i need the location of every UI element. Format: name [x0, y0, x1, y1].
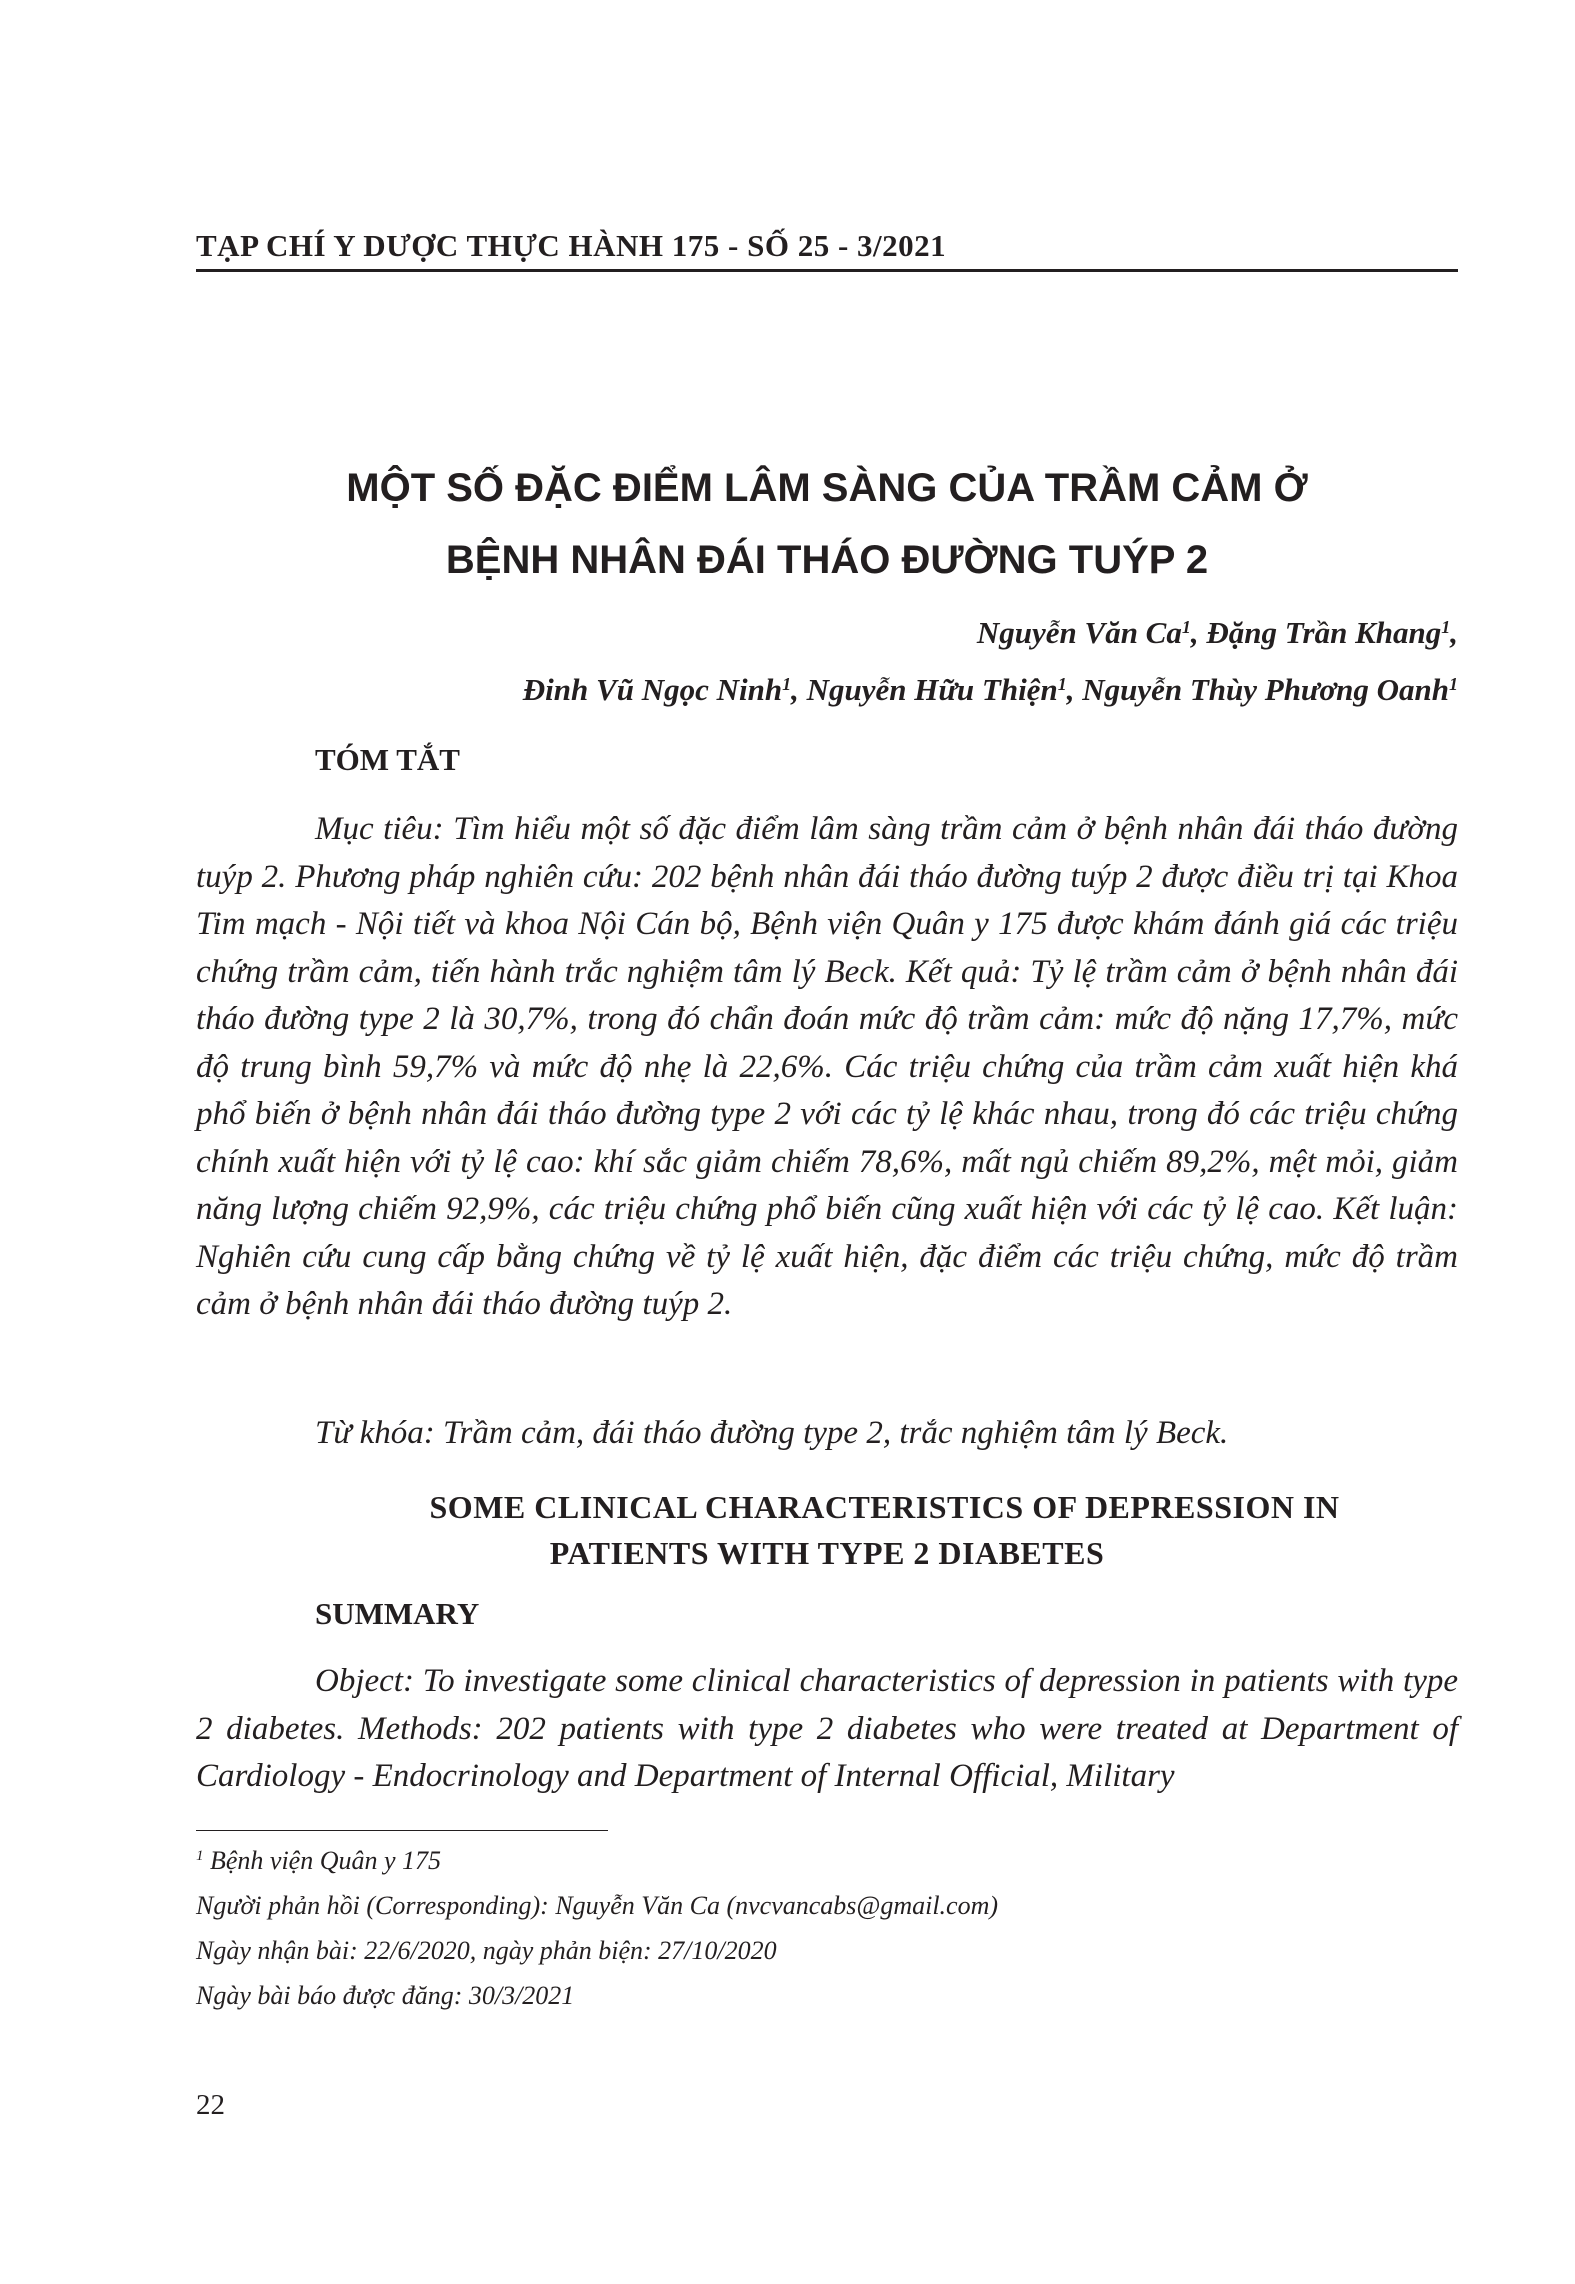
- affiliation-mark: 1: [1181, 617, 1191, 637]
- keywords-vi: Từ khóa: Trầm cảm, đái tháo đường type 2, trắc nghiệm tâm lý Beck.: [315, 1415, 1229, 1451]
- affiliation-mark: 1: [196, 1848, 204, 1864]
- footnote-corresponding: Người phản hồi (Corresponding): Nguyễn Văn Ca (nvcvancabs@gmail.com): [196, 1891, 999, 1920]
- footnotes: [196, 1838, 1458, 2018]
- article-title-line-2: BỆNH NHÂN ĐÁI THÁO ĐƯỜNG TUÝP 2: [445, 538, 1209, 582]
- abstract-en-body: Object: To investigate some clinical characteristics of depression in patients with type 2 diabetes. Methods: 202 patients with type 2 diabetes who were treated at Department of Cardiology - Endocrinology and Department of Internal Official, Military: [196, 1663, 1458, 1794]
- english-title-line-1: SOME CLINICAL CHARACTERISTICS OF DEPRESSION IN: [429, 1489, 1340, 1525]
- footnote-received: Ngày nhận bài: 22/6/2020, ngày phản biện: 27/10/2020: [196, 1936, 777, 1965]
- author-name: Nguyễn Văn Ca: [976, 615, 1182, 650]
- abstract-vi-body: Mục tiêu: Tìm hiểu một số đặc điểm lâm sàng trầm cảm ở bệnh nhân đái tháo đường tuýp 2. Phương pháp nghiên cứu: 202 bệnh nhân đái tháo đường tuýp 2 được điều trị tại Khoa Tim mạch - Nội tiết và khoa Nội Cán bộ, Bệnh viện Quân y 175 được khám đánh giá các triệu chứng trầm cảm, tiến hành trắc nghiệm tâm lý Beck. Kết quả: Tỷ lệ trầm cảm ở bệnh nhân đái tháo đường type 2 là 30,7%, trong đó chẩn đoán mức độ trầm cảm: mức độ nặng 17,7%, mức độ trung bình 59,7% và mức độ nhẹ là 22,6%. Các triệu chứng của trầm cảm xuất hiện khá phổ biến ở bệnh nhân đái tháo đường type 2 với các tỷ lệ khác nhau, trong đó các triệu chứng chính xuất hiện với tỷ lệ cao: khí sắc giảm chiếm 78,6%, mất ngủ chiếm 89,2%, mệt mỏi, giảm năng lượng chiếm 92,9%, các triệu chứng phổ biến cũng xuất hiện với các tỷ lệ cao. Kết luận: Nghiên cứu cung cấp bằng chứng về tỷ lệ xuất hiện, đặc điểm các triệu chứng, mức độ trầm cảm ở bệnh nhân đái tháo đường tuýp 2.: [196, 811, 1458, 1322]
- footnote-rule: [196, 1830, 608, 1831]
- author-name: Đinh Vũ Ngọc Ninh: [522, 672, 783, 707]
- author-name: Nguyễn Thùy Phương Oanh: [1082, 672, 1449, 707]
- author-name: Đặng Trần Khang: [1206, 615, 1442, 650]
- affiliation-mark: 1: [1057, 674, 1067, 694]
- footnote-affiliation: [196, 1838, 1458, 1883]
- affiliation-text: Bệnh viện Quân y 175: [203, 1846, 442, 1875]
- abstract-vi-heading: TÓM TẮT: [315, 742, 460, 777]
- english-title-line-2: PATIENTS WITH TYPE 2 DIABETES: [549, 1535, 1105, 1571]
- page-number: 22: [196, 2089, 225, 2121]
- affiliation-mark: 1: [1441, 617, 1451, 637]
- abstract-en-heading: SUMMARY: [315, 1596, 480, 1631]
- header-rule: [196, 269, 1458, 272]
- article-title-line-1: MỘT SỐ ĐẶC ĐIỂM LÂM SÀNG CỦA TRẦM CẢM Ở: [346, 466, 1308, 510]
- author-name: Nguyễn Hữu Thiện: [806, 672, 1058, 707]
- english-title: [196, 1484, 1458, 1576]
- affiliation-mark: 1: [782, 674, 792, 694]
- author-list: [196, 604, 1458, 718]
- affiliation-mark: 1: [1449, 674, 1458, 694]
- running-head: TẠP CHÍ Y DƯỢC THỰC HÀNH 175 - SỐ 25 - 3/2021: [196, 228, 947, 263]
- article-title: [196, 452, 1458, 596]
- footnote-published: Ngày bài báo được đăng: 30/3/2021: [196, 1981, 575, 2010]
- author-line-1: Nguyễn Văn Ca$^1$, Đặng Trần Khang$^1$,: [976, 615, 1458, 650]
- author-line-2: Đinh Vũ Ngọc Ninh$^1$, Nguyễn Hữu Thiện$^1$, Nguyễn Thùy Phương Oanh$^1$: [522, 672, 1458, 707]
